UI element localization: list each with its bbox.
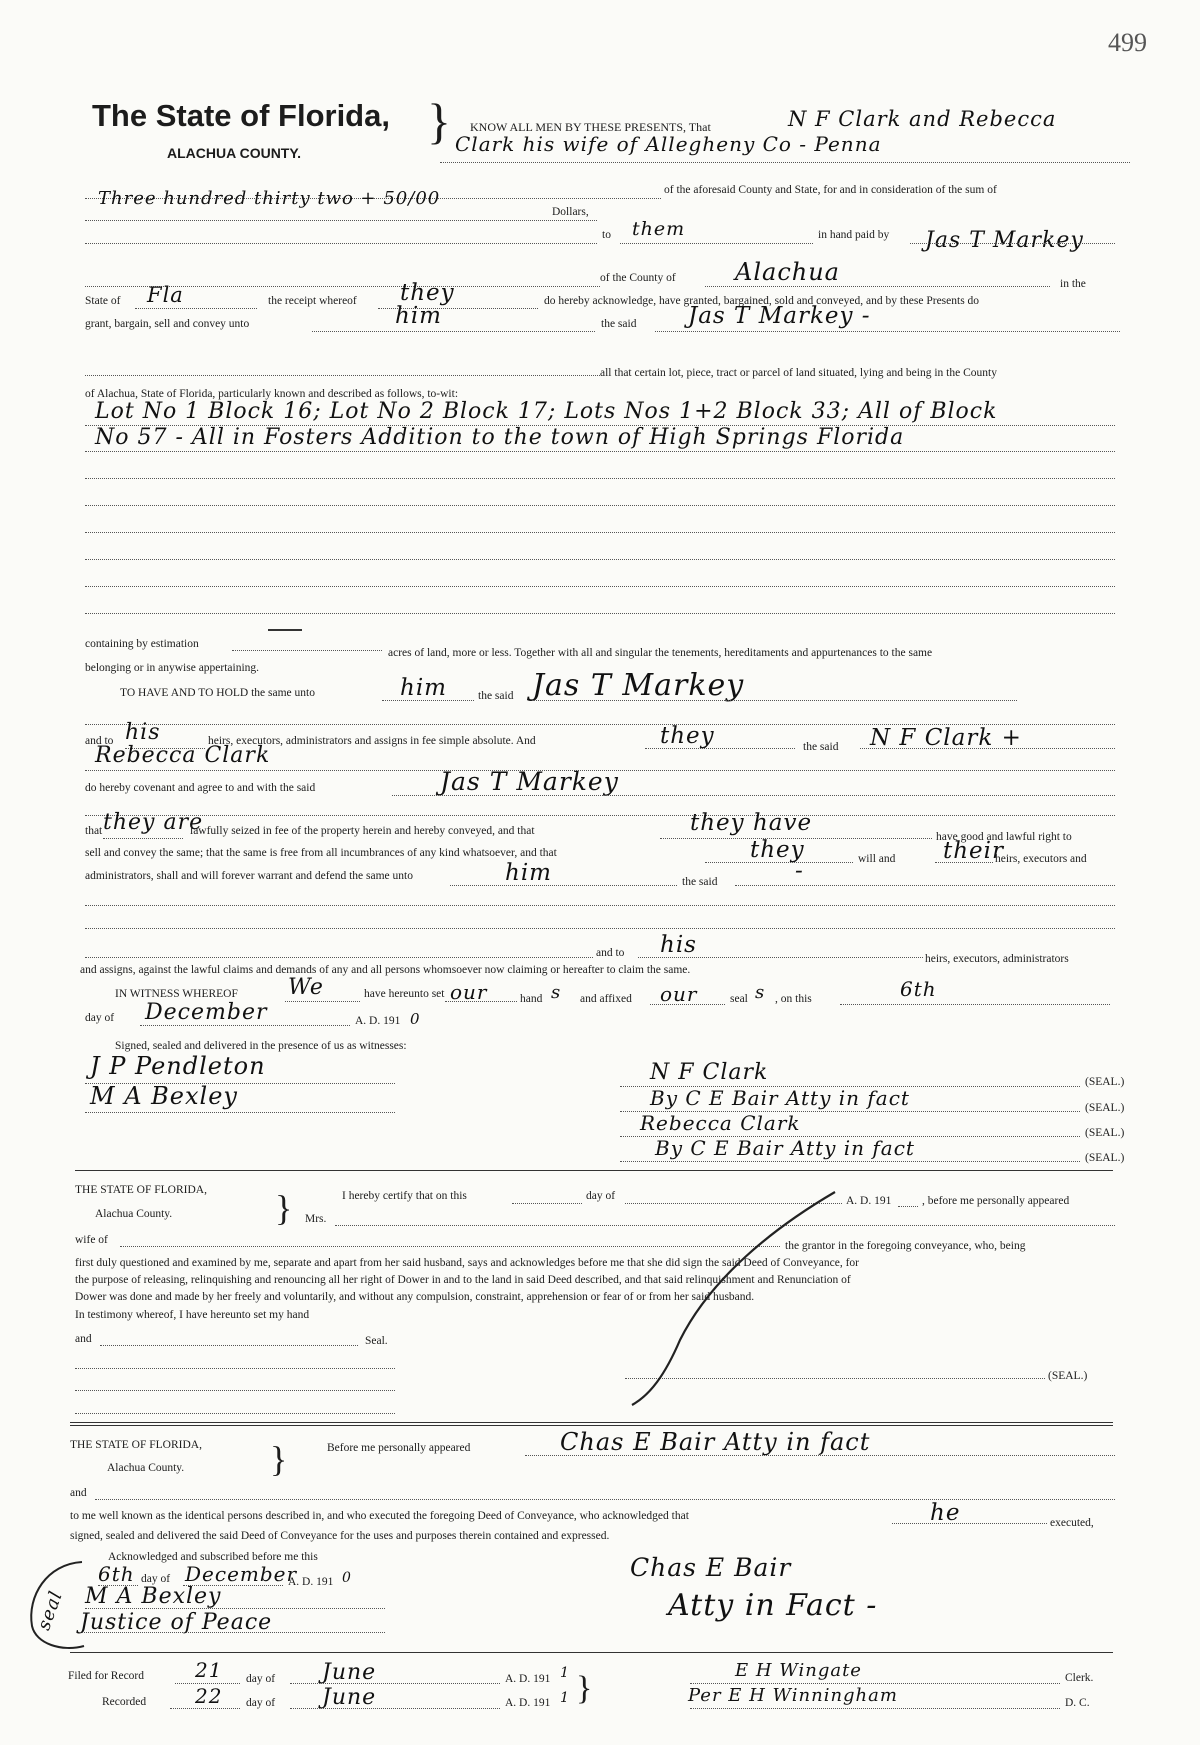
appeared-hw: Chas E Bair Atty in fact — [560, 1428, 871, 1456]
him-hw: him — [505, 860, 552, 886]
ack-signature-title-hw: Atty in Fact - — [668, 1588, 878, 1623]
header-brace: } — [427, 93, 451, 149]
acres-text: acres of land, more or less. Together with all and singular the tenements, hereditaments and appurtenances to the same — [388, 647, 933, 659]
fill-line — [290, 1683, 500, 1684]
fill-line — [935, 862, 993, 863]
fill-line — [85, 220, 597, 221]
sell-convey-text: sell and convey the same; that the same is free from all incumbrances of any kind whatsoever, and that — [85, 847, 557, 859]
administrators-text: administrators, shall and will forever warrant and defend the same unto — [85, 870, 413, 882]
paid-by-label: in hand paid by — [818, 229, 890, 241]
good-right-text: have good and lawful right to — [936, 831, 1072, 843]
ack-day-hw: 6th — [98, 1562, 135, 1586]
ack-year-hw: 0 — [342, 1570, 352, 1586]
fill-line — [532, 700, 1017, 701]
fill-line — [75, 1390, 395, 1391]
filed-year-hw: 1 — [560, 1665, 570, 1681]
clerk-label: Clerk. — [1065, 1672, 1094, 1684]
rec-year-hw: 1 — [560, 1690, 570, 1706]
fill-line — [140, 1025, 350, 1026]
notary-title-hw: Justice of Peace — [80, 1610, 273, 1635]
fill-line — [85, 375, 600, 376]
dower-brace: } — [275, 1188, 293, 1228]
fill-line — [95, 1499, 1115, 1500]
fill-line — [392, 795, 1115, 796]
fill-line — [450, 885, 677, 886]
fill-line — [85, 532, 1115, 533]
affixed-label: and affixed — [580, 993, 632, 1005]
seal-1: (SEAL.) — [1085, 1076, 1125, 1088]
fill-line — [690, 1683, 1060, 1684]
dower-and-label: and — [75, 1333, 92, 1345]
fill-line — [620, 243, 813, 244]
he-hw: he — [930, 1500, 961, 1526]
dower-seal-label: Seal. — [365, 1335, 388, 1347]
signature-2-hw: By C E Bair Atty in fact — [650, 1086, 910, 1110]
seal-3: (SEAL.) — [1085, 1127, 1125, 1139]
dower-county: Alachua County. — [95, 1208, 173, 1220]
fill-line — [85, 451, 1115, 452]
rec-month-hw: June — [322, 1685, 377, 1710]
seal-stamp-text: seal — [33, 1587, 67, 1634]
fill-line — [85, 815, 1115, 816]
seal-label: seal — [730, 993, 748, 1005]
signature-4-hw: By C E Bair Atty in fact — [655, 1136, 915, 1160]
that-hw: they are — [103, 810, 204, 835]
fill-line — [860, 748, 1115, 749]
testimony-text: In testimony whereof, I have hereunto set my hand — [75, 1309, 310, 1321]
the-said-label: the said — [803, 741, 839, 753]
seal-4: (SEAL.) — [1085, 1152, 1125, 1164]
ack-day-of: day of — [141, 1573, 171, 1585]
recorded-label: Recorded — [102, 1696, 147, 1708]
belonging-text: belonging or in anywise appertaining. — [85, 662, 260, 674]
fill-line — [85, 559, 1115, 560]
fill-line — [85, 243, 597, 244]
ack-and-label: and — [70, 1487, 87, 1499]
fill-line — [85, 1608, 385, 1609]
filed-month-hw: June — [322, 1660, 377, 1685]
dower-state: THE STATE OF FLORIDA, — [75, 1184, 207, 1196]
fill-line — [892, 1523, 1047, 1524]
county-hw: Alachua — [735, 258, 840, 286]
his-hw: his — [125, 720, 161, 745]
described-text: of Alachua, State of Florida, particularly known and described as follows, to-wit: — [85, 388, 459, 400]
fill-line — [645, 748, 795, 749]
ack-county: Alachua County. — [107, 1462, 185, 1474]
dower-body-2: the purpose of releasing, relinquishing and renouncing all her right of Dower in and to the land in said Deed described, and that said relinquishment and Renunciation of — [75, 1274, 851, 1286]
heirs-exec-text: heirs, executors and — [995, 853, 1087, 865]
day-of-label: day of — [85, 1012, 115, 1024]
fill-line — [85, 478, 1115, 479]
witness-2-hw: M A Bexley — [90, 1082, 238, 1110]
fill-line — [638, 957, 923, 958]
filed-label: Filed for Record — [68, 1670, 145, 1682]
dash-mark — [268, 629, 302, 631]
they-hw: they — [660, 723, 715, 749]
receipt-label: the receipt whereof — [268, 295, 357, 307]
we-hw: We — [288, 975, 324, 1000]
grantee-hw: Jas T Markey - — [688, 303, 871, 329]
seals-hw: s — [755, 982, 766, 1003]
dower-ad: A. D. 191 — [846, 1195, 892, 1207]
fill-line — [525, 1455, 1115, 1456]
fill-line — [690, 1708, 1060, 1709]
section-divider — [70, 1422, 1113, 1423]
to-have-text: TO HAVE AND TO HOLD the same unto — [120, 687, 315, 699]
that-label: that — [85, 825, 103, 837]
fill-line — [85, 1112, 395, 1113]
containing-label: containing by estimation — [85, 638, 199, 650]
fill-line — [650, 1004, 725, 1005]
fill-line — [85, 613, 1115, 614]
strike-through-mark — [620, 1190, 850, 1410]
amount-hw: Three hundred thirty two + 50/00 — [98, 188, 441, 209]
desc-hw-2: No 57 - All in Fosters Addition to the town of High Springs Florida — [95, 425, 905, 450]
fill-line — [705, 286, 1050, 287]
fill-line — [85, 505, 1115, 506]
they-hw-2: they — [750, 837, 805, 863]
aforesaid-text: of the aforesaid County and State, for and in consideration of the sum of — [664, 184, 997, 196]
our-hw-2: our — [660, 982, 698, 1006]
the-said-label: the said — [478, 690, 514, 702]
covenant-text: do hereby covenant and agree to and with the said — [85, 782, 316, 794]
before-me-text: Before me personally appeared — [327, 1442, 471, 1454]
seal-2: (SEAL.) — [1085, 1102, 1125, 1114]
hands-hw: s — [551, 982, 562, 1003]
grant-convey-text: grant, bargain, sell and convey unto — [85, 318, 250, 330]
before-me-text: , before me personally appeared — [922, 1195, 1070, 1207]
hand-label: hand — [520, 993, 543, 1005]
ack-month-hw: December — [185, 1562, 298, 1586]
fill-line — [85, 905, 1115, 906]
fill-line — [445, 1001, 517, 1002]
unto-hw: him — [395, 303, 442, 329]
dower-seal-right: (SEAL.) — [1048, 1370, 1088, 1382]
fill-line — [103, 838, 183, 839]
fill-line — [655, 331, 1120, 332]
filed-day-hw: 21 — [195, 1658, 223, 1682]
dower-body-3: Dower was done and made by her freely and voluntarily, and without any compulsion, constraint, apprehension or fear of or from her said husband. — [75, 1291, 755, 1303]
certify-text: I hereby certify that on this — [342, 1190, 467, 1202]
signature-1-hw: N F Clark — [650, 1060, 769, 1085]
dollars-label: Dollars, — [552, 206, 589, 218]
witness-1-hw: J P Pendleton — [90, 1052, 266, 1080]
signature-3-hw: Rebecca Clark — [640, 1111, 801, 1135]
state-title: The State of Florida, — [92, 98, 390, 133]
fill-line — [285, 1001, 360, 1002]
fill-line — [290, 1708, 500, 1709]
fill-line — [85, 1083, 395, 1084]
section-divider — [70, 1425, 1113, 1426]
county-title: ALACHUA COUNTY. — [167, 145, 302, 161]
recording-brace: } — [576, 1670, 593, 1707]
hereunto-set-text: have hereunto set — [364, 988, 445, 1000]
fill-line — [85, 957, 593, 958]
year-hw: 0 — [410, 1010, 421, 1028]
have-hw: they have — [690, 810, 813, 836]
fill-line — [312, 331, 595, 332]
all-certain-text: all that certain lot, piece, tract or parcel of land situated, lying and being in the County — [600, 367, 997, 379]
deputy-hw: Per E H Winningham — [688, 1685, 898, 1706]
covenant-hw: Jas T Markey — [440, 767, 619, 796]
rec-day-of: day of — [246, 1697, 276, 1709]
grantor-hw-2: Rebecca Clark — [95, 743, 271, 768]
well-known-text: to me well known as the identical persons described in, and who executed the foregoing Deed of Conveyance, who acknowledged that — [70, 1510, 689, 1522]
fill-line — [620, 1161, 1080, 1162]
ack-brace: } — [270, 1439, 288, 1479]
seized-text: lawfully seized in fee of the property herein and hereby conveyed, and that — [190, 825, 535, 837]
fill-line — [232, 650, 382, 651]
rec-day-hw: 22 — [195, 1684, 223, 1708]
dower-body-1: first duly questioned and examined by me, separate and apart from her said husband, says and acknowledges before me that she did sign the said Deed of Conveyance, for — [75, 1257, 859, 1269]
receipt-hw: they — [400, 280, 455, 306]
ack-signature-hw: Chas E Bair — [630, 1553, 792, 1582]
executed-label: executed, — [1050, 1517, 1094, 1529]
to-have-hw: him — [400, 675, 447, 701]
state-of-label: State of — [85, 295, 121, 307]
fill-line — [80, 1632, 385, 1633]
fill-line — [382, 700, 474, 701]
fill-line — [440, 162, 1130, 163]
his-hw-2: his — [660, 932, 697, 958]
page-number: 499 — [1108, 28, 1147, 57]
our-hw: our — [450, 980, 488, 1004]
fill-line — [170, 1708, 240, 1709]
day-of-label: day of — [586, 1190, 616, 1202]
in-the-label: in the — [1060, 278, 1086, 290]
grantor-in-text: the grantor in the foregoing conveyance, who, being — [785, 1240, 1026, 1252]
month-hw: December — [145, 1000, 268, 1025]
fill-line — [512, 1203, 582, 1204]
fill-line — [910, 243, 1115, 244]
clerk-hw: E H Wingate — [735, 1660, 862, 1681]
grantee-hw-2: Jas T Markey — [532, 668, 745, 703]
ack-ad: A. D. 191 — [288, 1576, 334, 1588]
of-county-label: of the County of — [600, 272, 676, 284]
fill-line — [75, 1413, 395, 1414]
day-hw: 6th — [900, 977, 937, 1001]
fill-line — [100, 1345, 358, 1346]
fill-line — [135, 308, 257, 309]
grantors-hw-1: N F Clark and Rebecca — [788, 107, 1057, 131]
and-to-label: and to — [85, 735, 114, 747]
to-hw: them — [632, 218, 686, 240]
fill-line — [840, 1004, 1110, 1005]
ack-subscribed-text: Acknowledged and subscribed before me this — [108, 1551, 318, 1563]
wife-of-label: wife of — [75, 1234, 108, 1246]
filed-day-of: day of — [246, 1673, 276, 1685]
assigns-text: and assigns, against the lawful claims and demands of any and all persons whomsoever now claiming or hereafter to claim the same. — [80, 964, 691, 976]
to-label: to — [602, 229, 611, 241]
fill-line — [85, 586, 1115, 587]
section-divider — [70, 1652, 1113, 1653]
fill-line — [85, 928, 1115, 929]
signed-delivered-text: signed, sealed and delivered the said Deed of Conveyance for the uses and purposes therein contained and expressed. — [70, 1530, 610, 1542]
in-witness-label: IN WITNESS WHEREOF — [115, 988, 238, 1000]
acknowledge-text: do hereby acknowledge, have granted, bargained, sold and conveyed, and by these Presents do — [544, 295, 980, 307]
on-this-label: , on this — [775, 993, 812, 1005]
filed-ad: A. D. 191 — [505, 1673, 551, 1685]
grantors-hw-2: Clark his wife of Allegheny Co - Penna — [455, 132, 882, 156]
payer-hw: Jas T Markey — [925, 228, 1084, 253]
signed-sealed-text: Signed, sealed and delivered in the presence of us as witnesses: — [115, 1040, 407, 1052]
and-to-label: and to — [596, 947, 625, 959]
rec-ad: A. D. 191 — [505, 1697, 551, 1709]
will-and-label: will and — [858, 853, 896, 865]
section-divider — [75, 1170, 1113, 1171]
mrs-label: Mrs. — [305, 1213, 327, 1225]
heirs-text: heirs, executors, administrators and assigns in fee simple absolute. And — [208, 735, 536, 747]
heirs-exec-text-2: heirs, executors, administrators — [925, 953, 1069, 965]
fill-line — [898, 1206, 918, 1207]
fill-line — [705, 862, 853, 863]
grantor-hw: N F Clark + — [870, 725, 1022, 751]
dc-label: D. C. — [1065, 1697, 1090, 1709]
dash-hw: - — [795, 858, 804, 884]
fill-line — [735, 885, 1115, 886]
fill-line — [75, 1368, 395, 1369]
desc-hw-1: Lot No 1 Block 16; Lot No 2 Block 17; Lots Nos 1+2 Block 33; All of Block — [95, 399, 998, 424]
ad-label: A. D. 191 — [355, 1015, 401, 1027]
ack-state: THE STATE OF FLORIDA, — [70, 1439, 202, 1451]
state-hw: Fla — [147, 283, 184, 307]
know-all-text: KNOW ALL MEN BY THESE PRESENTS, That — [470, 120, 711, 134]
their-hw: their — [943, 838, 1005, 864]
the-said-label: the said — [682, 876, 718, 888]
notary-hw: M A Bexley — [85, 1584, 222, 1609]
the-said-label: the said — [601, 318, 637, 330]
